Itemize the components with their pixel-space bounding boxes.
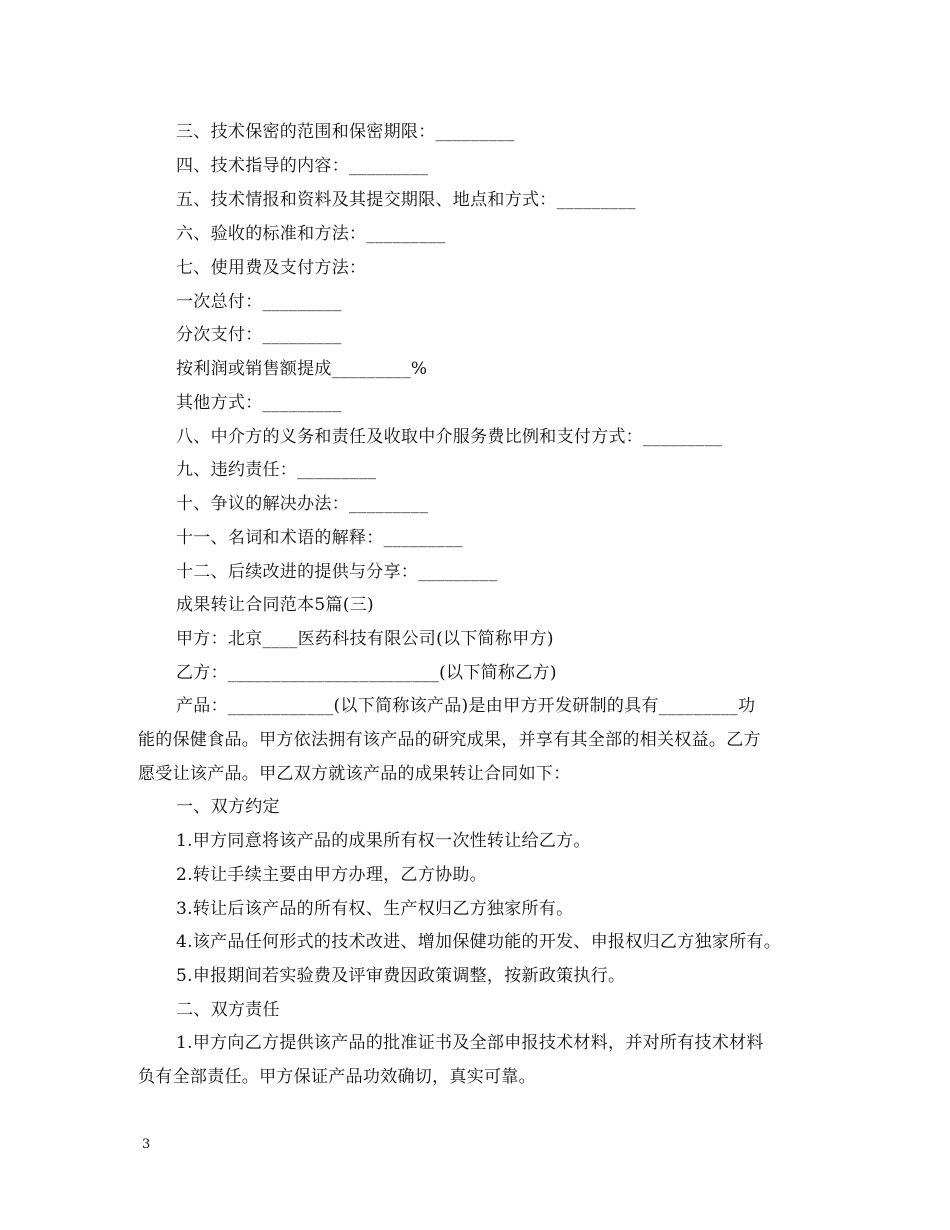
payment-lump-sum: 一次总付：_________ (176, 292, 342, 312)
heading-responsibilities: 二、双方责任 (176, 1000, 280, 1020)
heading-agreement: 一、双方约定 (176, 797, 280, 817)
agreement-item-2: 2.转让手续主要由甲方办理，乙方协助。 (176, 865, 487, 885)
clause-3-confidentiality: 三、技术保密的范围和保密期限：_________ (176, 122, 515, 142)
payment-other: 其他方式：_________ (176, 393, 342, 413)
payment-royalty: 按利润或销售额提成_________% (176, 359, 428, 379)
clause-8-intermediary: 八、中介方的义务和责任及收取中介服务费比例和支付方式：_________ (176, 427, 723, 447)
responsibility-item-1-line-1: 1.甲方向乙方提供该产品的批准证书及全部申报技术材料，并对所有技术材料 (176, 1033, 764, 1053)
page-number: 3 (142, 1137, 151, 1152)
product-paragraph-line-1: 产品：____________(以下简称该产品)是由甲方开发研制的具有_________功 (176, 696, 756, 716)
product-paragraph-line-3: 愿受让该产品。甲乙双方就该产品的成果转让合同如下： (138, 764, 571, 784)
clause-4-guidance: 四、技术指导的内容：_________ (176, 156, 429, 176)
clause-5-materials: 五、技术情报和资料及其提交期限、地点和方式：_________ (176, 190, 636, 210)
clause-9-breach: 九、违约责任：_________ (176, 460, 377, 480)
section-title: 成果转让合同范本5篇(三) (176, 595, 374, 615)
clause-7-fees: 七、使用费及支付方法： (176, 258, 367, 278)
party-b: 乙方：________________________(以下简称乙方) (176, 663, 557, 683)
agreement-item-5: 5.申报期间若实验费及评审费因政策调整，按新政策执行。 (176, 966, 626, 986)
agreement-item-1: 1.甲方同意将该产品的成果所有权一次性转让给乙方。 (176, 831, 591, 851)
clause-6-acceptance: 六、验收的标准和方法：_________ (176, 224, 446, 244)
clause-10-dispute: 十、争议的解决办法：_________ (176, 494, 429, 514)
party-a: 甲方：北京____医药科技有限公司(以下简称甲方) (176, 629, 554, 649)
agreement-item-4: 4.该产品任何形式的技术改进、增加保健功能的开发、申报权归乙方独家所有。 (176, 932, 782, 952)
responsibility-item-1-line-2: 负有全部责任。甲方保证产品功效确切，真实可靠。 (138, 1067, 536, 1087)
product-paragraph-line-2: 能的保健食品。甲方依法拥有该产品的研究成果，并享有其全部的相关权益。乙方 (138, 730, 761, 750)
payment-installments: 分次支付：_________ (176, 325, 342, 345)
agreement-item-3: 3.转让后该产品的所有权、生产权归乙方独家所有。 (176, 899, 574, 919)
clause-11-terms: 十一、名词和术语的解释：_________ (176, 528, 463, 548)
clause-12-improvements: 十二、后续改进的提供与分享：_________ (176, 562, 498, 582)
